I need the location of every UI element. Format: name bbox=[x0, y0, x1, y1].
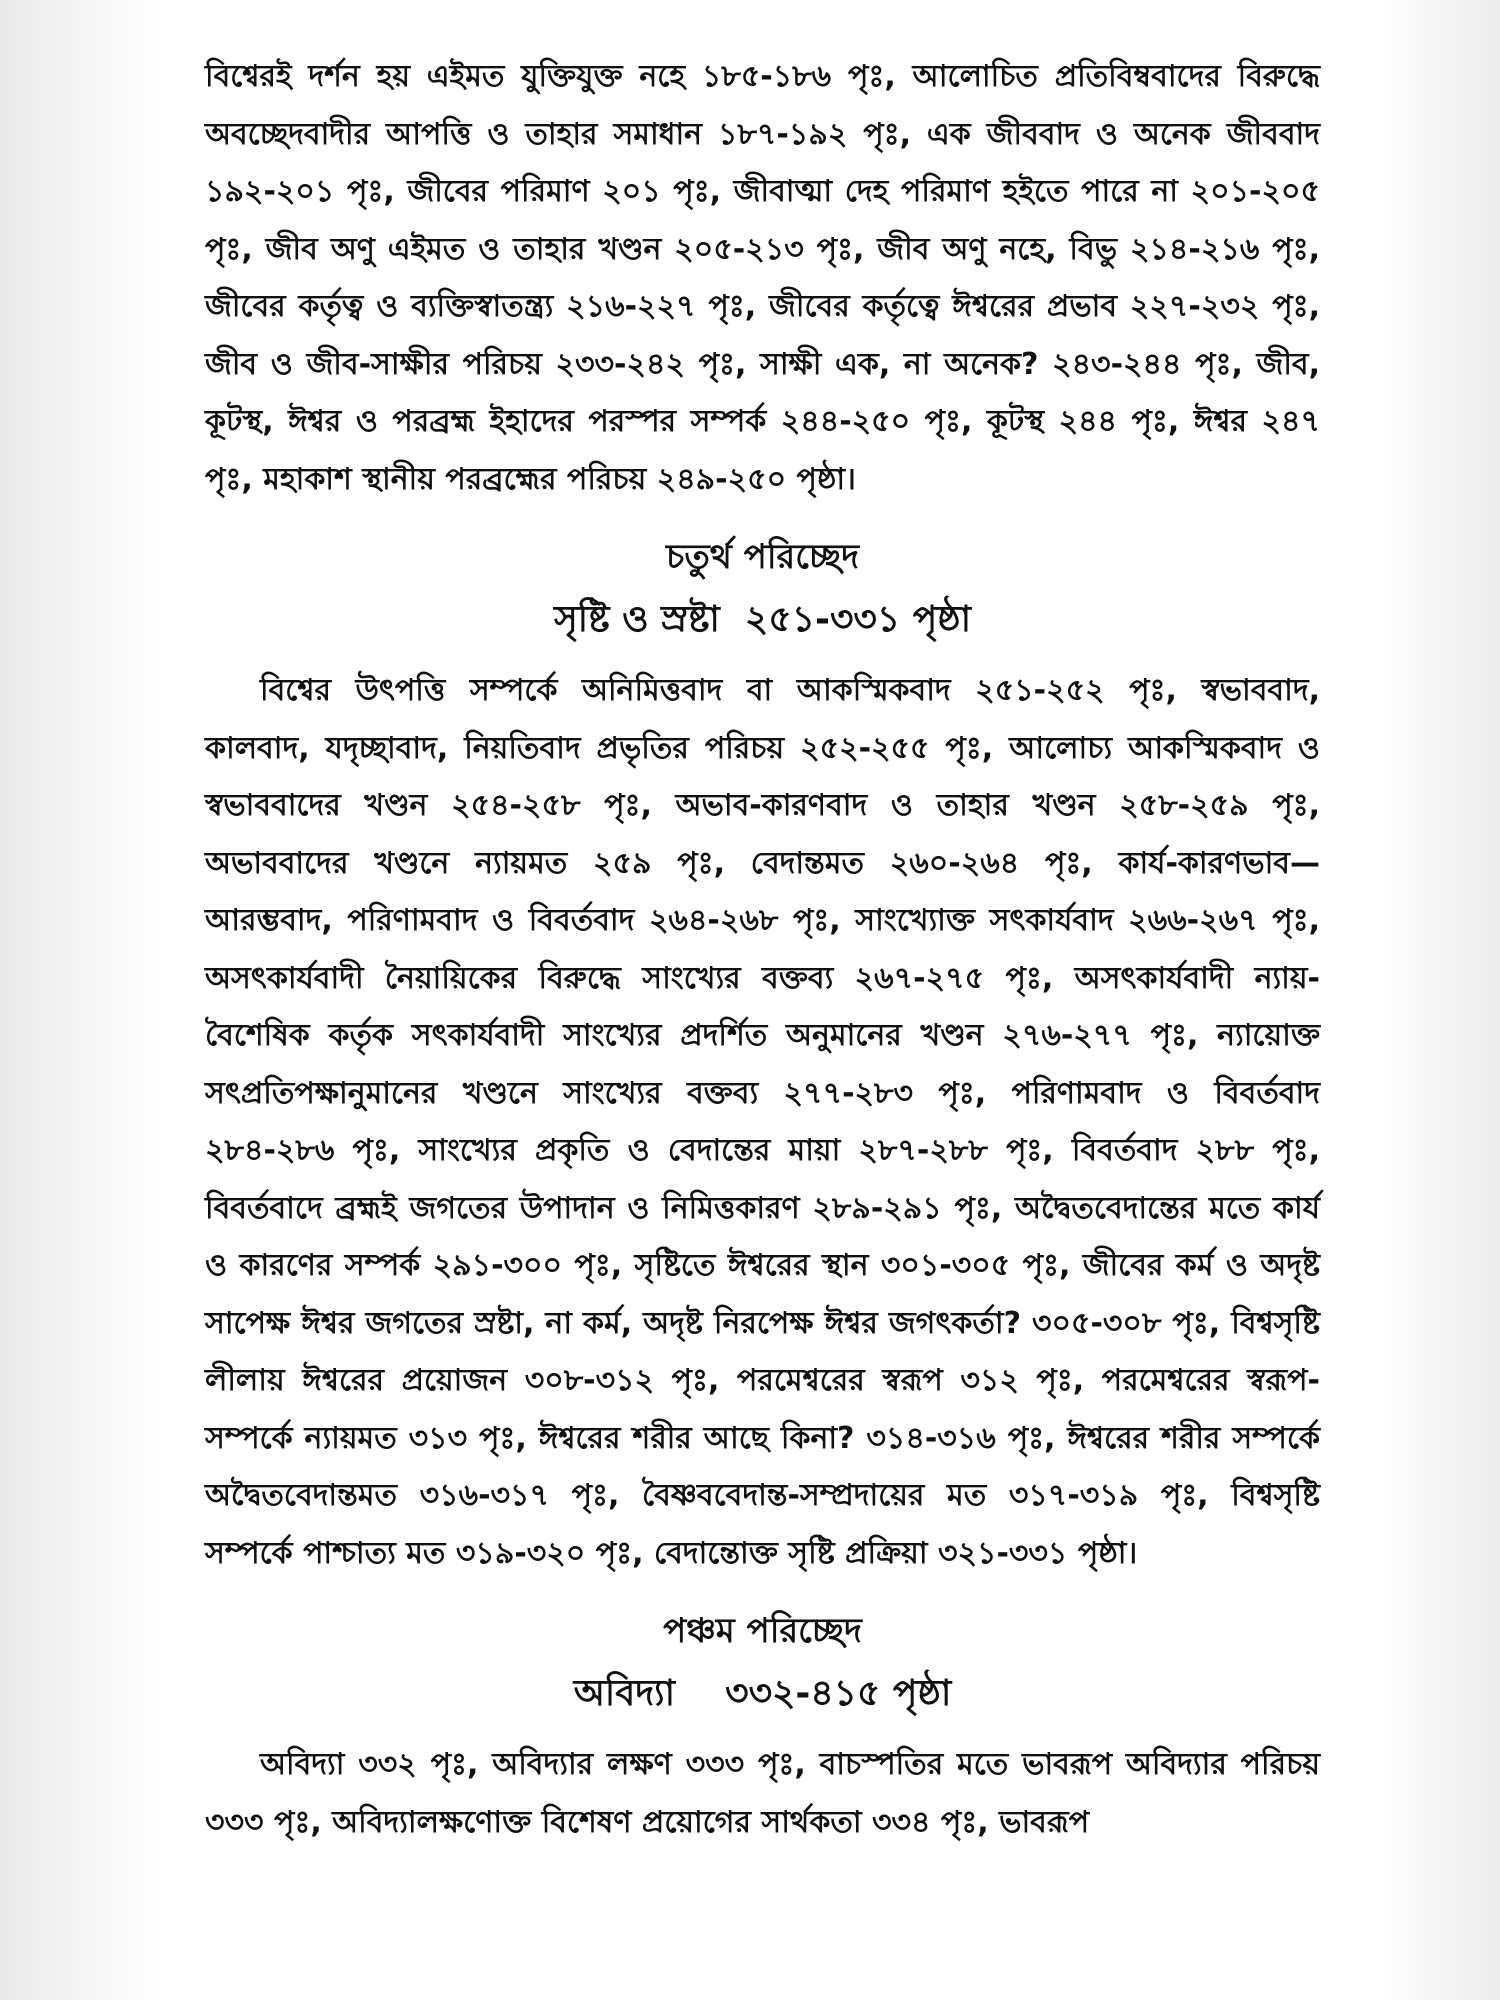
section-gap bbox=[205, 508, 1320, 526]
chapter5-label: পঞ্চম পরিচ্ছেদ bbox=[663, 1611, 862, 1651]
chapter4-heading: সৃষ্টি ও স্রষ্টা ২৫১-৩৩১ পৃষ্ঠা bbox=[553, 599, 972, 640]
section-gap bbox=[205, 1582, 1320, 1600]
chapter4-paragraph: বিশ্বের উৎপত্তি সম্পর্কে অনিমিত্তবাদ বা আকস্মিকবাদ ২৫১-২৫২ পৃঃ, স্বভাববাদ, কালবাদ, যদৃচ্ছাবাদ, নিয়তিবাদ প্রভৃতির পরিচয় ২৫২-২৫৫ পৃঃ, আলোচ্য আকস্মিকবাদ ও স্বভাববাদের খণ্ডন ২৫৪-২৫৮ পৃঃ, অভাব-কারণবাদ ও তাহার খণ্ডন ২৫৮-২৫৯ পৃঃ, অভাববাদের খণ্ডনে ন্যায়মত ২৫৯ পৃঃ, বেদান্তমত ২৬০-২৬৪ পৃঃ, কার্য-কারণভাব—আরম্ভবাদ, পরিণামবাদ ও বিবর্তবাদ ২৬৪-২৬৮ পৃঃ, সাংখ্যোক্ত সৎকার্যবাদ ২৬৬-২৬৭ পৃঃ, অসৎকার্যবাদী নৈয়ায়িকের বিরুদ্ধে সাংখ্যের বক্তব্য ২৬৭-২৭৫ পৃঃ, অসৎকার্যবাদী ন্যায়-বৈশেষিক কর্তৃক সৎকার্যবাদী সাংখ্যের প্রদর্শিত অনুমানের খণ্ডন ২৭৬-২৭৭ পৃঃ, ন্যায়োক্ত সৎপ্রতিপক্ষানুমানের খণ্ডনে সাংখ্যের বক্তব্য ২৭৭-২৮৩ পৃঃ, পরিণামবাদ ও বিবর্তবাদ ২৮৪-২৮৬ পৃঃ, সাংখ্যের প্রকৃতি ও বেদান্তের মায়া ২৮৭-২৮৮ পৃঃ, বিবর্তবাদ ২৮৮ পৃঃ, বিবর্তবাদে ব্রহ্মই জগতের উপাদান ও নিমিত্তকারণ ২৮৯-২৯১ পৃঃ, অদ্বৈতবেদান্তের মতে কার্য ও কারণের সম্পর্ক ২৯১-৩০০ পৃঃ, সৃষ্টিতে ঈশ্বরের স্থান ৩০১-৩০৫ পৃঃ, জীবের কর্ম ও অদৃষ্ট সাপেক্ষ ঈশ্বর জগতের স্রষ্টা, না কর্ম, অদৃষ্ট নিরপেক্ষ ঈশ্বর জগৎকর্তা? ৩০৫-৩০৮ পৃঃ, বিশ্বসৃষ্টি লীলায় ঈশ্বরের প্রয়োজন ৩০৮-৩১২ পৃঃ, পরমেশ্বরের স্বরূপ ৩১২ পৃঃ, পরমেশ্বরের স্বরূপ-সম্পর্কে ন্যায়মত ৩১৩ পৃঃ, ঈশ্বরের শরীর আছে কিনা? ৩১৪-৩১৬ পৃঃ, ঈশ্বরের শরীর সম্পর্কে অদ্বৈতবেদান্তমত ৩১৬-৩১৭ পৃঃ, বৈষ্ণববেদান্ত-সম্প্রদায়ের মত ৩১৭-৩১৯ পৃঃ, বিশ্বসৃষ্টি সম্পর্কে পাশ্চাত্য মত ৩১৯-৩২০ পৃঃ, বেদান্তোক্ত সৃষ্টি প্রক্রিয়া ৩২১-৩৩১ পৃষ্ঠা। bbox=[205, 673, 1320, 1571]
scan-left-shadow bbox=[0, 0, 160, 2000]
section-gap bbox=[205, 1726, 1320, 1736]
chapter4-label: চতুর্থ পরিচ্ছেদ bbox=[666, 537, 859, 577]
chapter3-continued-paragraph: বিশ্বেরই দর্শন হয় এইমত যুক্তিযুক্ত নহে ১৮৫-১৮৬ পৃঃ, আলোচিত প্রতিবিম্ববাদের বিরুদ্ধে অবচ্ছেদবাদীর আপত্তি ও তাহার সমাধান ১৮৭-১৯২ পৃঃ, এক জীববাদ ও অনেক জীববাদ ১৯২-২০১ পৃঃ, জীবের পরিমাণ ২০১ পৃঃ, জীবাত্মা দেহ পরিমাণ হইতে পারে না ২০১-২০৫ পৃঃ, জীব অণু এইমত ও তাহার খণ্ডন ২০৫-২১৩ পৃঃ, জীব অণু নহে, বিভু ২১৪-২১৬ পৃঃ, জীবের কর্তৃত্ব ও ব্যক্তিস্বাতন্ত্র্য ২১৬-২২৭ পৃঃ, জীবের কর্তৃত্বে ঈশ্বরের প্রভাব ২২৭-২৩২ পৃঃ, জীব ও জীব-সাক্ষীর পরিচয় ২৩৩-২৪২ পৃঃ, সাক্ষী এক, না অনেক? ২৪৩-২৪৪ পৃঃ, জীব, কূটস্থ, ঈশ্বর ও পরব্রহ্ম ইহাদের পরস্পর সম্পর্ক ২৪৪-২৫০ পৃঃ, কূটস্থ ২৪৪ পৃঃ, ঈশ্বর ২৪৭ পৃঃ, মহাকাশ স্থানীয় পরব্রহ্মের পরিচয় ২৪৯-২৫০ পৃষ্ঠা। bbox=[205, 59, 1320, 497]
section-gap bbox=[205, 652, 1320, 662]
scan-right-shadow bbox=[1380, 0, 1500, 2000]
chapter5-paragraph: অবিদ্যা ৩৩২ পৃঃ, অবিদ্যার লক্ষণ ৩৩৩ পৃঃ, বাচস্পতির মতে ভাবরূপ অবিদ্যার পরিচয় ৩৩৩ পৃঃ, অবিদ্যালক্ষণোক্ত বিশেষণ প্রয়োগের সার্থকতা ৩৩৪ পৃঃ, ভাবরূপ bbox=[205, 1747, 1320, 1840]
book-page bbox=[205, 48, 1320, 1851]
chapter5-heading: অবিদ্যা ৩৩২-৪১৫ পৃষ্ঠা bbox=[573, 1673, 952, 1714]
